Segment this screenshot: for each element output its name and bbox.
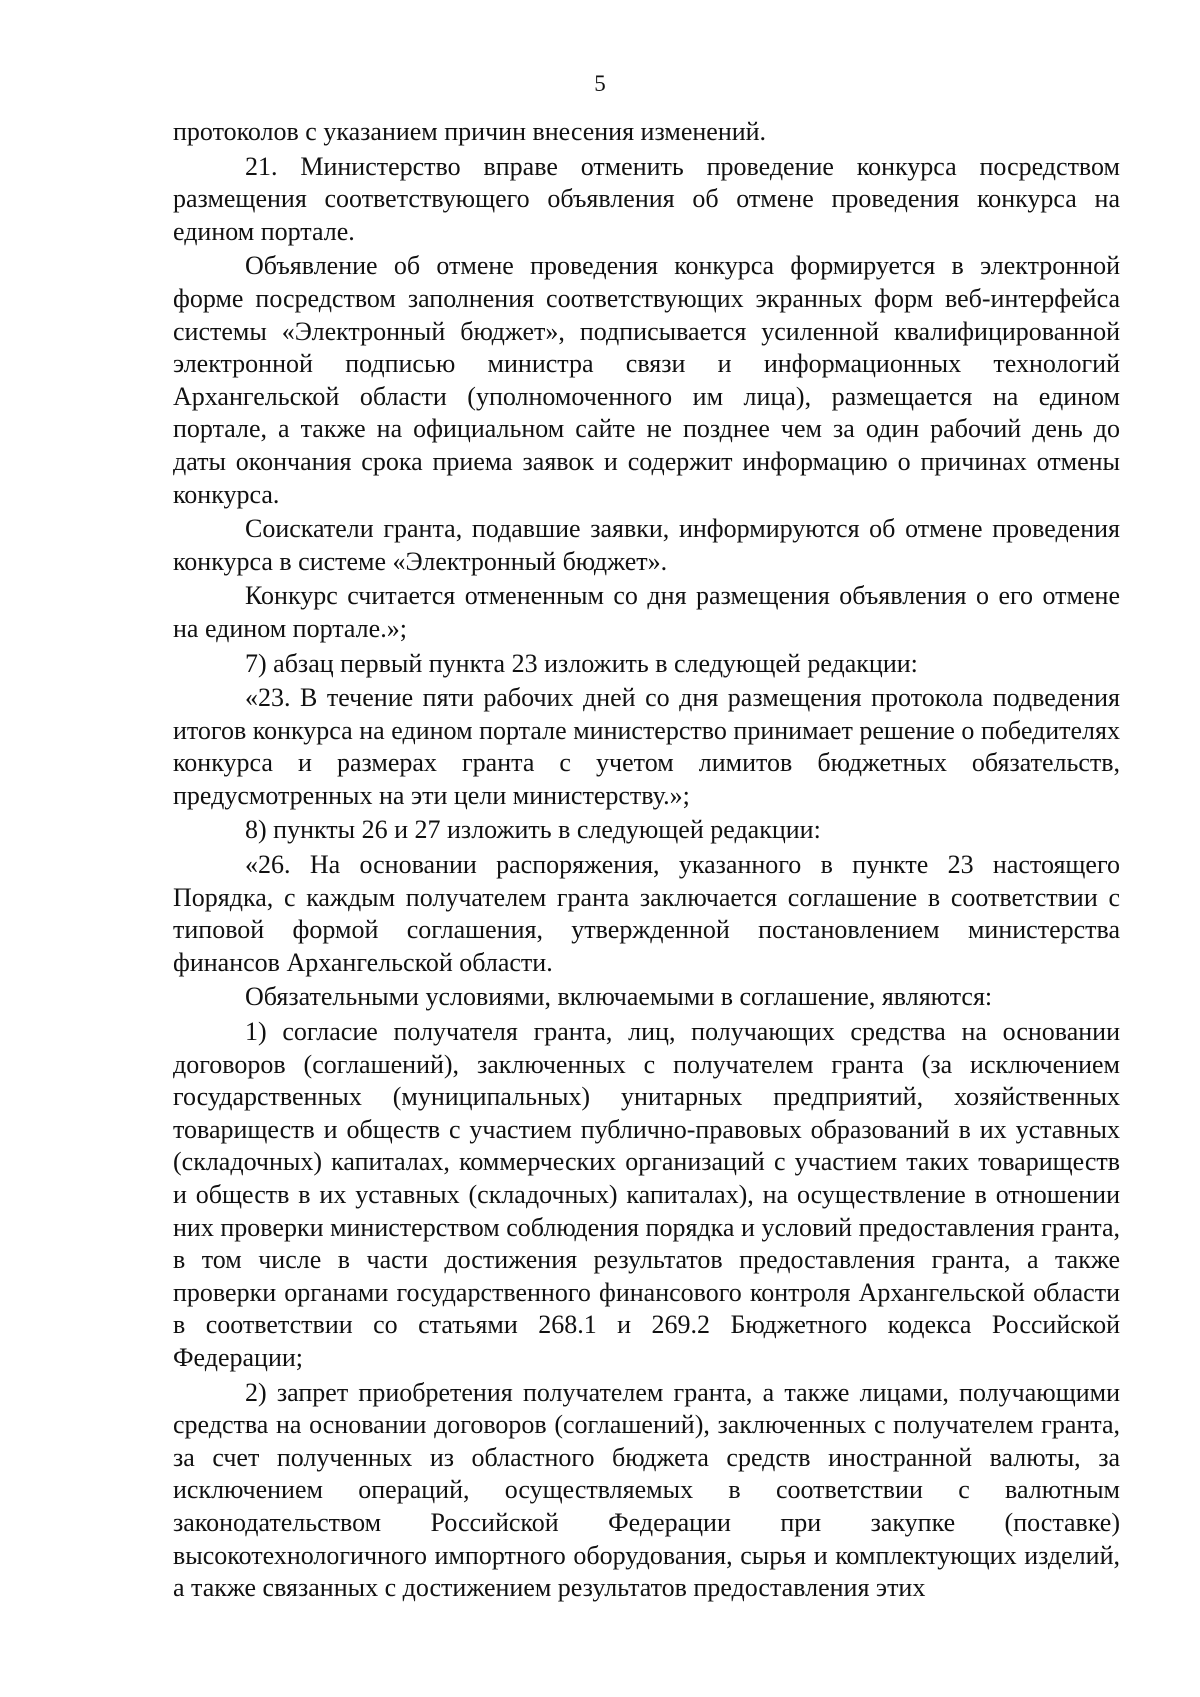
document-body [173, 116, 1120, 1607]
paragraph: Объявление об отмене проведения конкурса формируется в электронной форме посредством заполнения соответствующих экранных форм веб-интерфейса системы «Электронный бюджет», подписывается усиленной квалифицированной электронной подписью министра связи и информационных технологий Архангельской области (уполномоченного им лица), размещается на едином портале, а также на официальном сайте не позднее чем за один рабочий день до даты окончания срока приема заявок и содержит информацию о причинах отмены конкурса. [173, 251, 1120, 509]
paragraph: 7) абзац первый пункта 23 изложить в следующей редакции: [245, 648, 918, 678]
paragraph: 1) согласие получателя гранта, лиц, получающих средства на основании договоров (соглашений), заключенных с получателем гранта (за исключением государственных (муниципальных) унитарных предприятий, хозяйственных товариществ и обществ с участием публично-правовых образований в их уставных (складочных) капиталах, коммерческих организаций с участием таких товариществ и обществ в их уставных (складочных) капиталах), на осуществление в отношении них проверки министерством соблюдения порядка и условий предоставления гранта, в том числе в части достижения результатов предоставления гранта, а также проверки органами государственного финансового контроля Архангельской области в соответствии со статьями 268.1 и 269.2 Бюджетного кодекса Российской Федерации; [173, 1017, 1120, 1372]
paragraph: протоколов с указанием причин внесения изменений. [173, 117, 767, 146]
paragraph: «26. На основании распоряжения, указанного в пункте 23 настоящего Порядка, с каждым получателем гранта заключается соглашение в соответствии с типовой формой соглашения, утвержденной постановлением министерства финансов Архангельской области. [173, 850, 1120, 977]
paragraph: 21. Министерство вправе отменить проведение конкурса посредством размещения соответствующего объявления об отмене проведения конкурса на едином портале. [173, 151, 1120, 246]
paragraph: 8) пункты 26 и 27 изложить в следующей редакции: [245, 815, 821, 845]
page-number: 5 [594, 71, 606, 96]
paragraph: Обязательными условиями, включаемыми в соглашение, являются: [245, 982, 993, 1012]
paragraph: 2) запрет приобретения получателем гранта, а также лицами, получающими средства на основании договоров (соглашений), заключенных с получателем гранта, за счет полученных из областного бюджета средств иностранной валюты, за исключением операций, осуществляемых в соответствии с валютным законодательством Российской Федерации при закупке (поставке) высокотехнологичного импортного оборудования, сырья и комплектующих изделий, а также связанных с достижением результатов предоставления этих [173, 1377, 1120, 1603]
paragraph: Соискатели гранта, подавшие заявки, информируются об отмене проведения конкурса в системе «Электронный бюджет». [173, 514, 1120, 576]
paragraph: Конкурс считается отмененным со дня размещения объявления о его отмене на едином портале.»; [173, 581, 1120, 643]
paragraph: «23. В течение пяти рабочих дней со дня размещения протокола подведения итогов конкурса на едином портале министерство принимает решение о победителях конкурса и размерах гранта с учетом лимитов бюджетных обязательств, предусмотренных на эти цели министерству.»; [173, 683, 1120, 810]
